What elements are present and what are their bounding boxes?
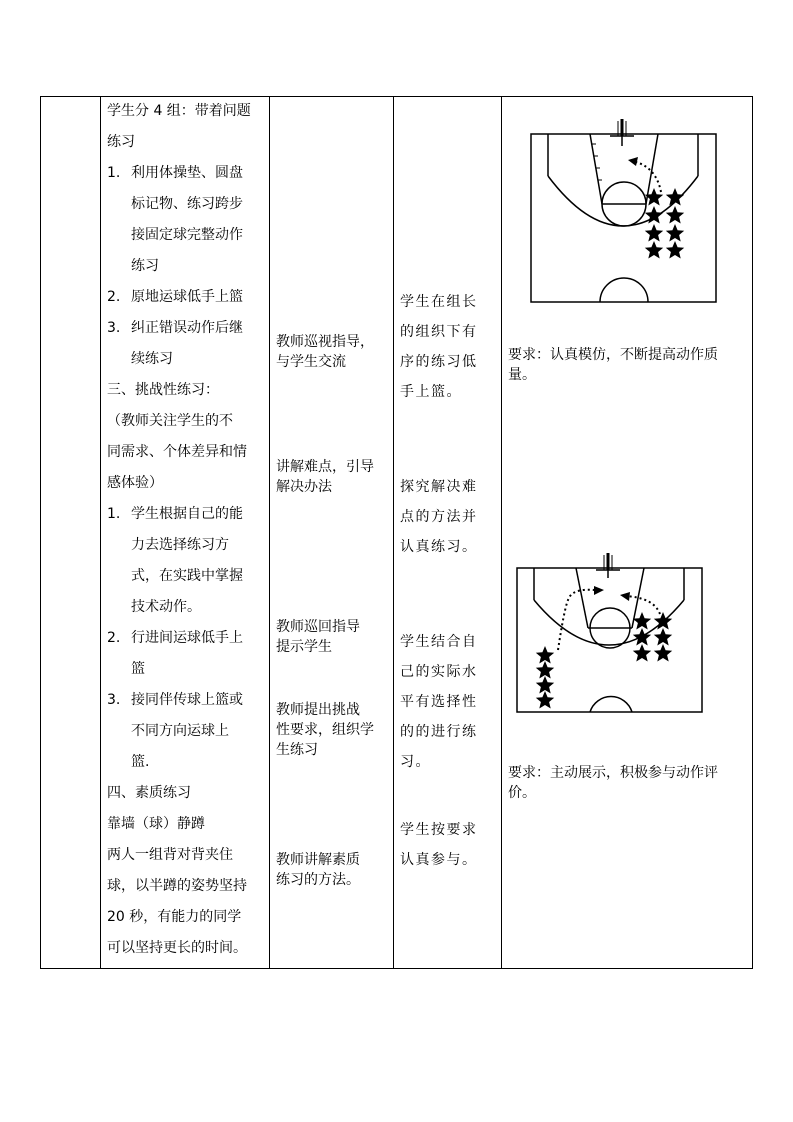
- section-title: 三、挑战性练习：: [107, 382, 219, 398]
- student-activity-4: 学生按要求 认真参与。: [400, 822, 478, 868]
- column-divider: [100, 97, 101, 968]
- teacher-activity-1: 教师巡视指导， 与学生交流: [276, 334, 374, 370]
- column-divider: [393, 97, 394, 968]
- requirement-2: 要求：主动展示，积极参与动作评 价。: [508, 765, 718, 801]
- player-group: [536, 612, 672, 709]
- teacher-activity-4: 教师提出挑战 性要求，组织学 生练习: [276, 702, 374, 758]
- student-activity-2: 探究解决难 点的方法并 认真练习。: [400, 479, 478, 555]
- player-group: [645, 188, 684, 259]
- list-item: 1. 学生根据自己的能 力去选择练习方 式，在实践中掌握 技术动作。: [107, 506, 243, 615]
- basketball-halfcourt-diagram: [528, 116, 720, 306]
- student-activity-1: 学生在组长 的组织下有 序的练习低 手上篮。: [400, 294, 478, 400]
- intro-line-2: 练习: [107, 134, 135, 150]
- list-item: 2. 原地运球低手上篮: [107, 289, 243, 305]
- list-item: 2. 行进间运球低手上 篮: [107, 630, 243, 677]
- basketball-halfcourt-diagram: [514, 550, 706, 715]
- teacher-activity-5: 教师讲解素质 练习的方法。: [276, 852, 360, 888]
- list-item: 3. 接同伴传球上篮或 不同方向运球上 篮.: [107, 692, 243, 770]
- list-item: 3. 纠正错误动作后继 续练习: [107, 320, 243, 367]
- column-divider: [501, 97, 502, 968]
- section-title: 四、素质练习: [107, 785, 191, 801]
- section-subtitle: 靠墙（球）静蹲: [107, 816, 205, 832]
- teacher-activity-2: 讲解难点，引导 解决办法: [276, 459, 374, 495]
- requirement-1: 要求：认真模仿，不断提高动作质 量。: [508, 347, 718, 383]
- intro-line: 学生分 4 组：带着问题: [107, 103, 251, 119]
- content-column: 学生分 4 组：带着问题 练习 1. 利用体操垫、圆盘 标记物、练习跨步 接固定球完整动作 练习 2. 原地运球低手上篮 3. 纠正错误动作后继 续练习 三、挑战性练习： （教师关注学生的不 同需求、个体差异和情 感体验） 1. 学生根据自己的能 力去选择练习方 式，在实践中掌握 技术动作。 2. 行进间运球低手上 篮 3. 接同伴传球上篮或 不同方向运球上 篮. 四、素质练习 靠墙（球）静蹲 两人一组背对背夹住 球，以半蹲的姿势坚持 20 秒，有能力的同学 可以坚持更长的时间。: [107, 99, 251, 960]
- list-item: 1. 利用体操垫、圆盘 标记物、练习跨步 接固定球完整动作 练习: [107, 165, 243, 274]
- teacher-activity-3: 教师巡回指导 提示学生: [276, 619, 360, 655]
- column-divider: [269, 97, 270, 968]
- student-activity-3: 学生结合自 己的实际水 平有选择性 的的进行练 习。: [400, 634, 478, 770]
